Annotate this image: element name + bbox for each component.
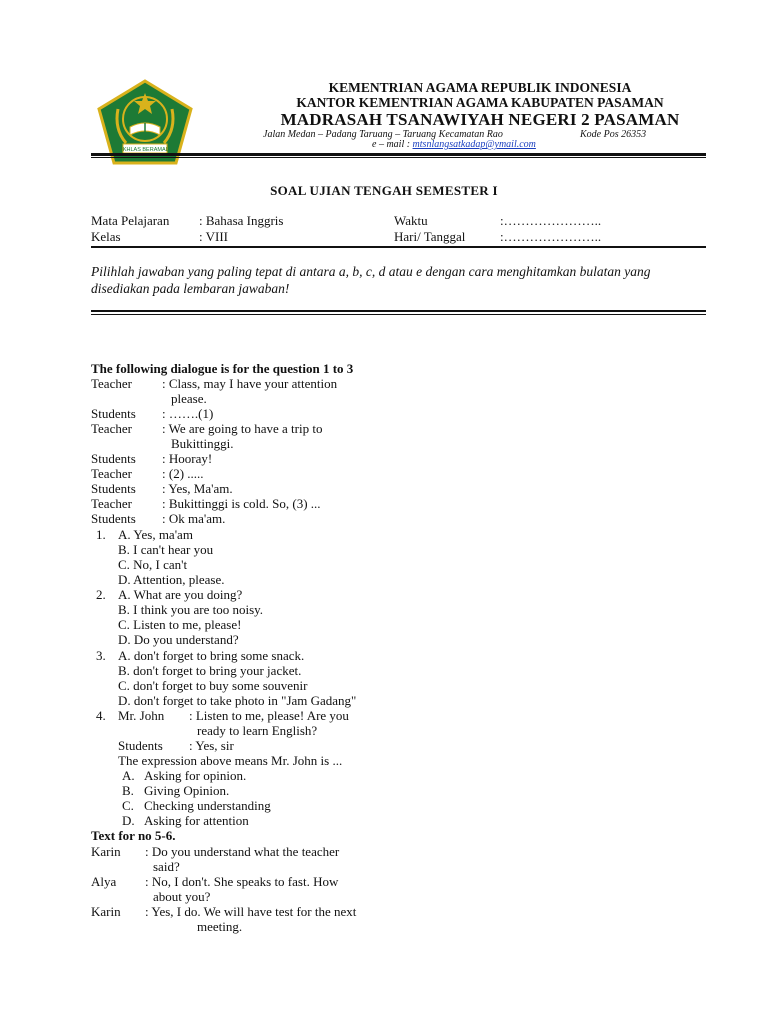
question-number: 3. [96, 648, 106, 663]
time-value: :………………….. [500, 213, 602, 228]
option-c: C. don't forget to buy some souvenir [118, 678, 308, 693]
instruction-text: Pilihlah jawaban yang paling tepat di antara a, b, c, d atau e dengan cara menghitamkan bulatan yang disediakan pada lembaran jawaban! [91, 264, 651, 296]
dialogue-line-cont: about you? [153, 889, 211, 904]
day-label: Hari/ Tanggal [394, 229, 466, 244]
email-line [372, 139, 536, 150]
option-a: A. Yes, ma'am [118, 527, 193, 542]
day-value: :………………….. [500, 229, 602, 244]
ministry-name: KEMENTRIAN AGAMA REPUBLIK INDONESIA [328, 80, 632, 95]
info-divider [91, 246, 706, 248]
option-letter: C. [122, 798, 134, 813]
option-b: Giving Opinion. [144, 783, 230, 798]
header-divider-thin [91, 157, 706, 158]
instruction-divider-thin [91, 314, 706, 315]
option-a: Asking for opinion. [144, 768, 247, 783]
dialogue-line-cont: Bukittinggi. [171, 436, 234, 451]
email-prefix: e – mail : [372, 139, 413, 150]
option-c: Checking understanding [144, 798, 271, 813]
dialogue-line-cont: said? [153, 859, 180, 874]
svg-text:IKHLAS BERAMAL: IKHLAS BERAMAL [121, 147, 169, 153]
header-divider [91, 153, 706, 156]
school-address: Jalan Medan – Padang Taruang – Taruang Kecamatan Rao [263, 129, 503, 140]
dialogue-line: : Ok ma'am. [162, 511, 226, 526]
dialogue-line: : Class, may I have your attention [162, 376, 338, 391]
text-heading: Text for no 5-6. [91, 828, 176, 843]
option-c: C. Listen to me, please! [118, 617, 242, 632]
option-d: Asking for attention [144, 813, 249, 828]
speaker: Students [91, 406, 136, 421]
speaker: Teacher [91, 376, 132, 391]
dialogue-line-cont: please. [171, 391, 207, 406]
time-label: Waktu [394, 213, 428, 228]
option-d: D. Attention, please. [118, 572, 225, 587]
dialogue-heading: The following dialogue is for the question 1 to 3 [91, 361, 354, 376]
speaker: Students [91, 511, 136, 526]
subject-label: Mata Pelajaran [91, 213, 170, 228]
speaker: Students [91, 451, 136, 466]
option-a: A. don't forget to bring some snack. [118, 648, 305, 663]
dialogue-line: : (2) ..... [162, 466, 204, 481]
option-d: D. Do you understand? [118, 632, 239, 647]
option-letter: A. [122, 768, 135, 783]
dialogue-line: : Yes, I do. We will have test for the next [145, 904, 357, 919]
speaker: Karin [91, 844, 121, 859]
option-letter: B. [122, 783, 134, 798]
speaker: Teacher [91, 496, 132, 511]
school-name: MADRASAH TSANAWIYAH NEGERI 2 PASAMAN [280, 110, 680, 129]
subject-value: : Bahasa Inggris [199, 213, 284, 228]
dialogue-line: : Yes, sir [189, 738, 234, 753]
dialogue-line-cont: meeting. [197, 919, 243, 934]
speaker: Teacher [91, 421, 132, 436]
option-b: B. I can't hear you [118, 542, 214, 557]
speaker: Karin [91, 904, 121, 919]
email-link[interactable]: mtsnlangsatkadap@ymail.com [412, 139, 536, 150]
dialogue-line: : Yes, Ma'am. [162, 481, 233, 496]
speaker: Alya [91, 874, 117, 889]
dialogue-line: : Bukittinggi is cold. So, (3) ... [162, 496, 321, 511]
option-c: C. No, I can't [118, 557, 188, 572]
option-b: B. don't forget to bring your jacket. [118, 663, 302, 678]
question-number: 4. [96, 708, 106, 723]
speaker: Students [118, 738, 163, 753]
option-letter: D. [122, 813, 135, 828]
dialogue-line: : Listen to me, please! Are you [189, 708, 349, 723]
dialogue-line: : Do you understand what the teacher [145, 844, 340, 859]
class-value: : VIII [199, 229, 229, 244]
question-number: 2. [96, 587, 106, 602]
option-b: B. I think you are too noisy. [118, 602, 264, 617]
dialogue-line: : …….(1) [162, 406, 214, 421]
exam-title: SOAL UJIAN TENGAH SEMESTER I [270, 183, 498, 198]
instruction-divider [91, 310, 706, 312]
postal-code: Kode Pos 26353 [580, 129, 647, 140]
option-d: D. don't forget to take photo in "Jam Gadang" [118, 693, 357, 708]
speaker: Students [91, 481, 136, 496]
question-number: 1. [96, 527, 106, 542]
dialogue-line: : Hooray! [162, 451, 213, 466]
dialogue-line: : No, I don't. She speaks to fast. How [145, 874, 339, 889]
class-label: Kelas [91, 229, 121, 244]
question-stem: The expression above means Mr. John is ... [118, 753, 343, 768]
dialogue-line-cont: ready to learn English? [197, 723, 318, 738]
speaker: Teacher [91, 466, 132, 481]
speaker: Mr. John [118, 708, 165, 723]
office-name: KANTOR KEMENTRIAN AGAMA KABUPATEN PASAMAN [296, 95, 664, 110]
dialogue-line: : We are going to have a trip to [162, 421, 323, 436]
option-a: A. What are you doing? [118, 587, 243, 602]
